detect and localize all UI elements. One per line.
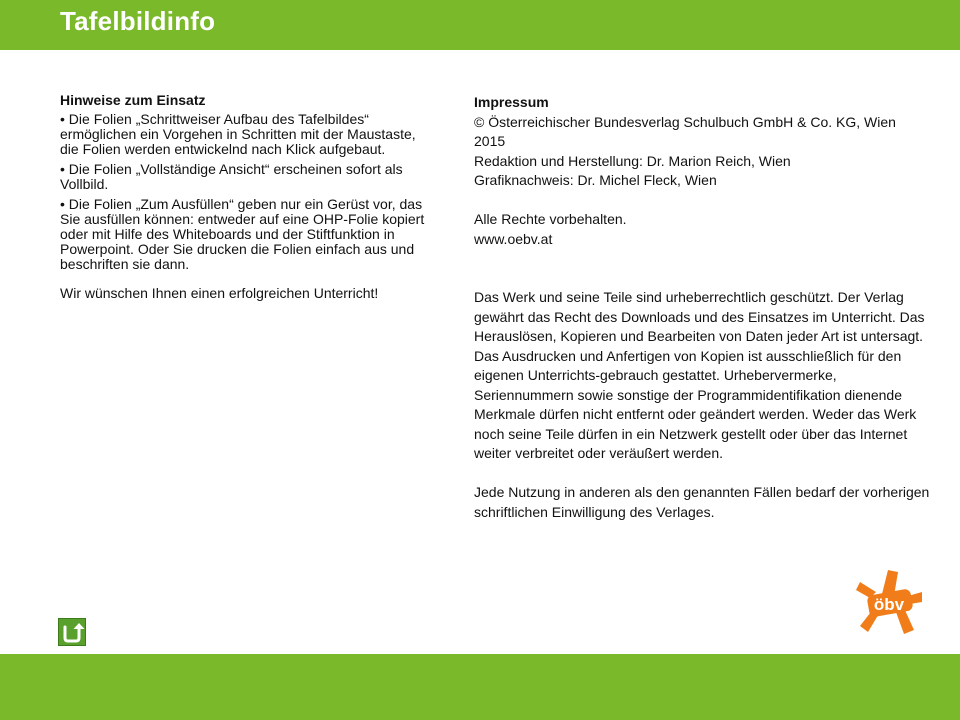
impressum-section (474, 93, 930, 522)
usage-hint-item: • Die Folien „Vollständige Ansicht“ erscheinen sofort als Vollbild. (60, 161, 403, 192)
editorial-credit: Redaktion und Herstellung: Dr. Marion Reich, Wien (474, 152, 791, 169)
return-arrow-icon (59, 619, 85, 645)
usage-hint-item: • Die Folien „Zum Ausfüllen“ geben nur ein Gerüst vor, das Sie ausfüllen können: entweder auf eine OHP-Folie kopiert oder mit Hilfe des Whiteboards und der Stiftfunktion in Powerpoint. Oder Sie drucken die Folien einfach aus und beschriften sie dann. (60, 196, 425, 272)
oebv-logo-text: öbv (873, 595, 905, 614)
header-bar (0, 0, 960, 50)
usage-notice: Jede Nutzung in anderen als den genannten Fällen bedarf der vorherigen schriftlichen Einwilligung des Verlages. (474, 484, 930, 520)
impressum-heading: Impressum (474, 94, 549, 110)
page-title: Tafelbildinfo (60, 6, 216, 36)
oebv-logo (852, 564, 924, 636)
website-link[interactable]: www.oebv.at (474, 230, 553, 247)
graphics-credit: Grafiknachweis: Dr. Michel Fleck, Wien (474, 172, 717, 188)
usage-hint-item: • Die Folien „Schrittweiser Aufbau des Tafelbildes“ ermöglichen ein Vorgehen in Schritten mit der Maustaste, die Folien werden entwickelnd nach Klick aufgebaut. (60, 111, 416, 157)
copyright-line: © Österreichischer Bundesverlag Schulbuch GmbH & Co. KG, Wien 2015 (474, 113, 896, 149)
closing-message: Wir wünschen Ihnen einen erfolgreichen Unterricht! (60, 285, 379, 301)
usage-hints-heading: Hinweise zum Einsatz (60, 92, 206, 108)
footer-bar (0, 654, 960, 720)
rights-reserved: Alle Rechte vorbehalten. (474, 211, 627, 227)
usage-hints-section (60, 93, 438, 307)
copyright-notice: Das Werk und seine Teile sind urheberrechtlich geschützt. Der Verlag gewährt das Recht des Downloads und des Einsatzes im Unterricht. Das Herauslösen, Kopieren und Bearbeiten von Daten jeder Art ist untersagt. Das Ausdrucken und Anfertigen von Kopien ist ausschließlich für den eigenen Unterrichts-gebrauch gestattet. Urhebervermerke, Seriennummern sowie sonstige der Programmidentifikation dienende Merkmale dürfen nicht entfernt oder geändert werden. Weder das Werk noch seine Teile dürfen in ein Netzwerk gestellt oder über das Internet weiter verbreitet oder veräußert werden. (474, 289, 925, 461)
oebv-logo-icon (852, 564, 924, 636)
back-button[interactable] (58, 618, 86, 646)
